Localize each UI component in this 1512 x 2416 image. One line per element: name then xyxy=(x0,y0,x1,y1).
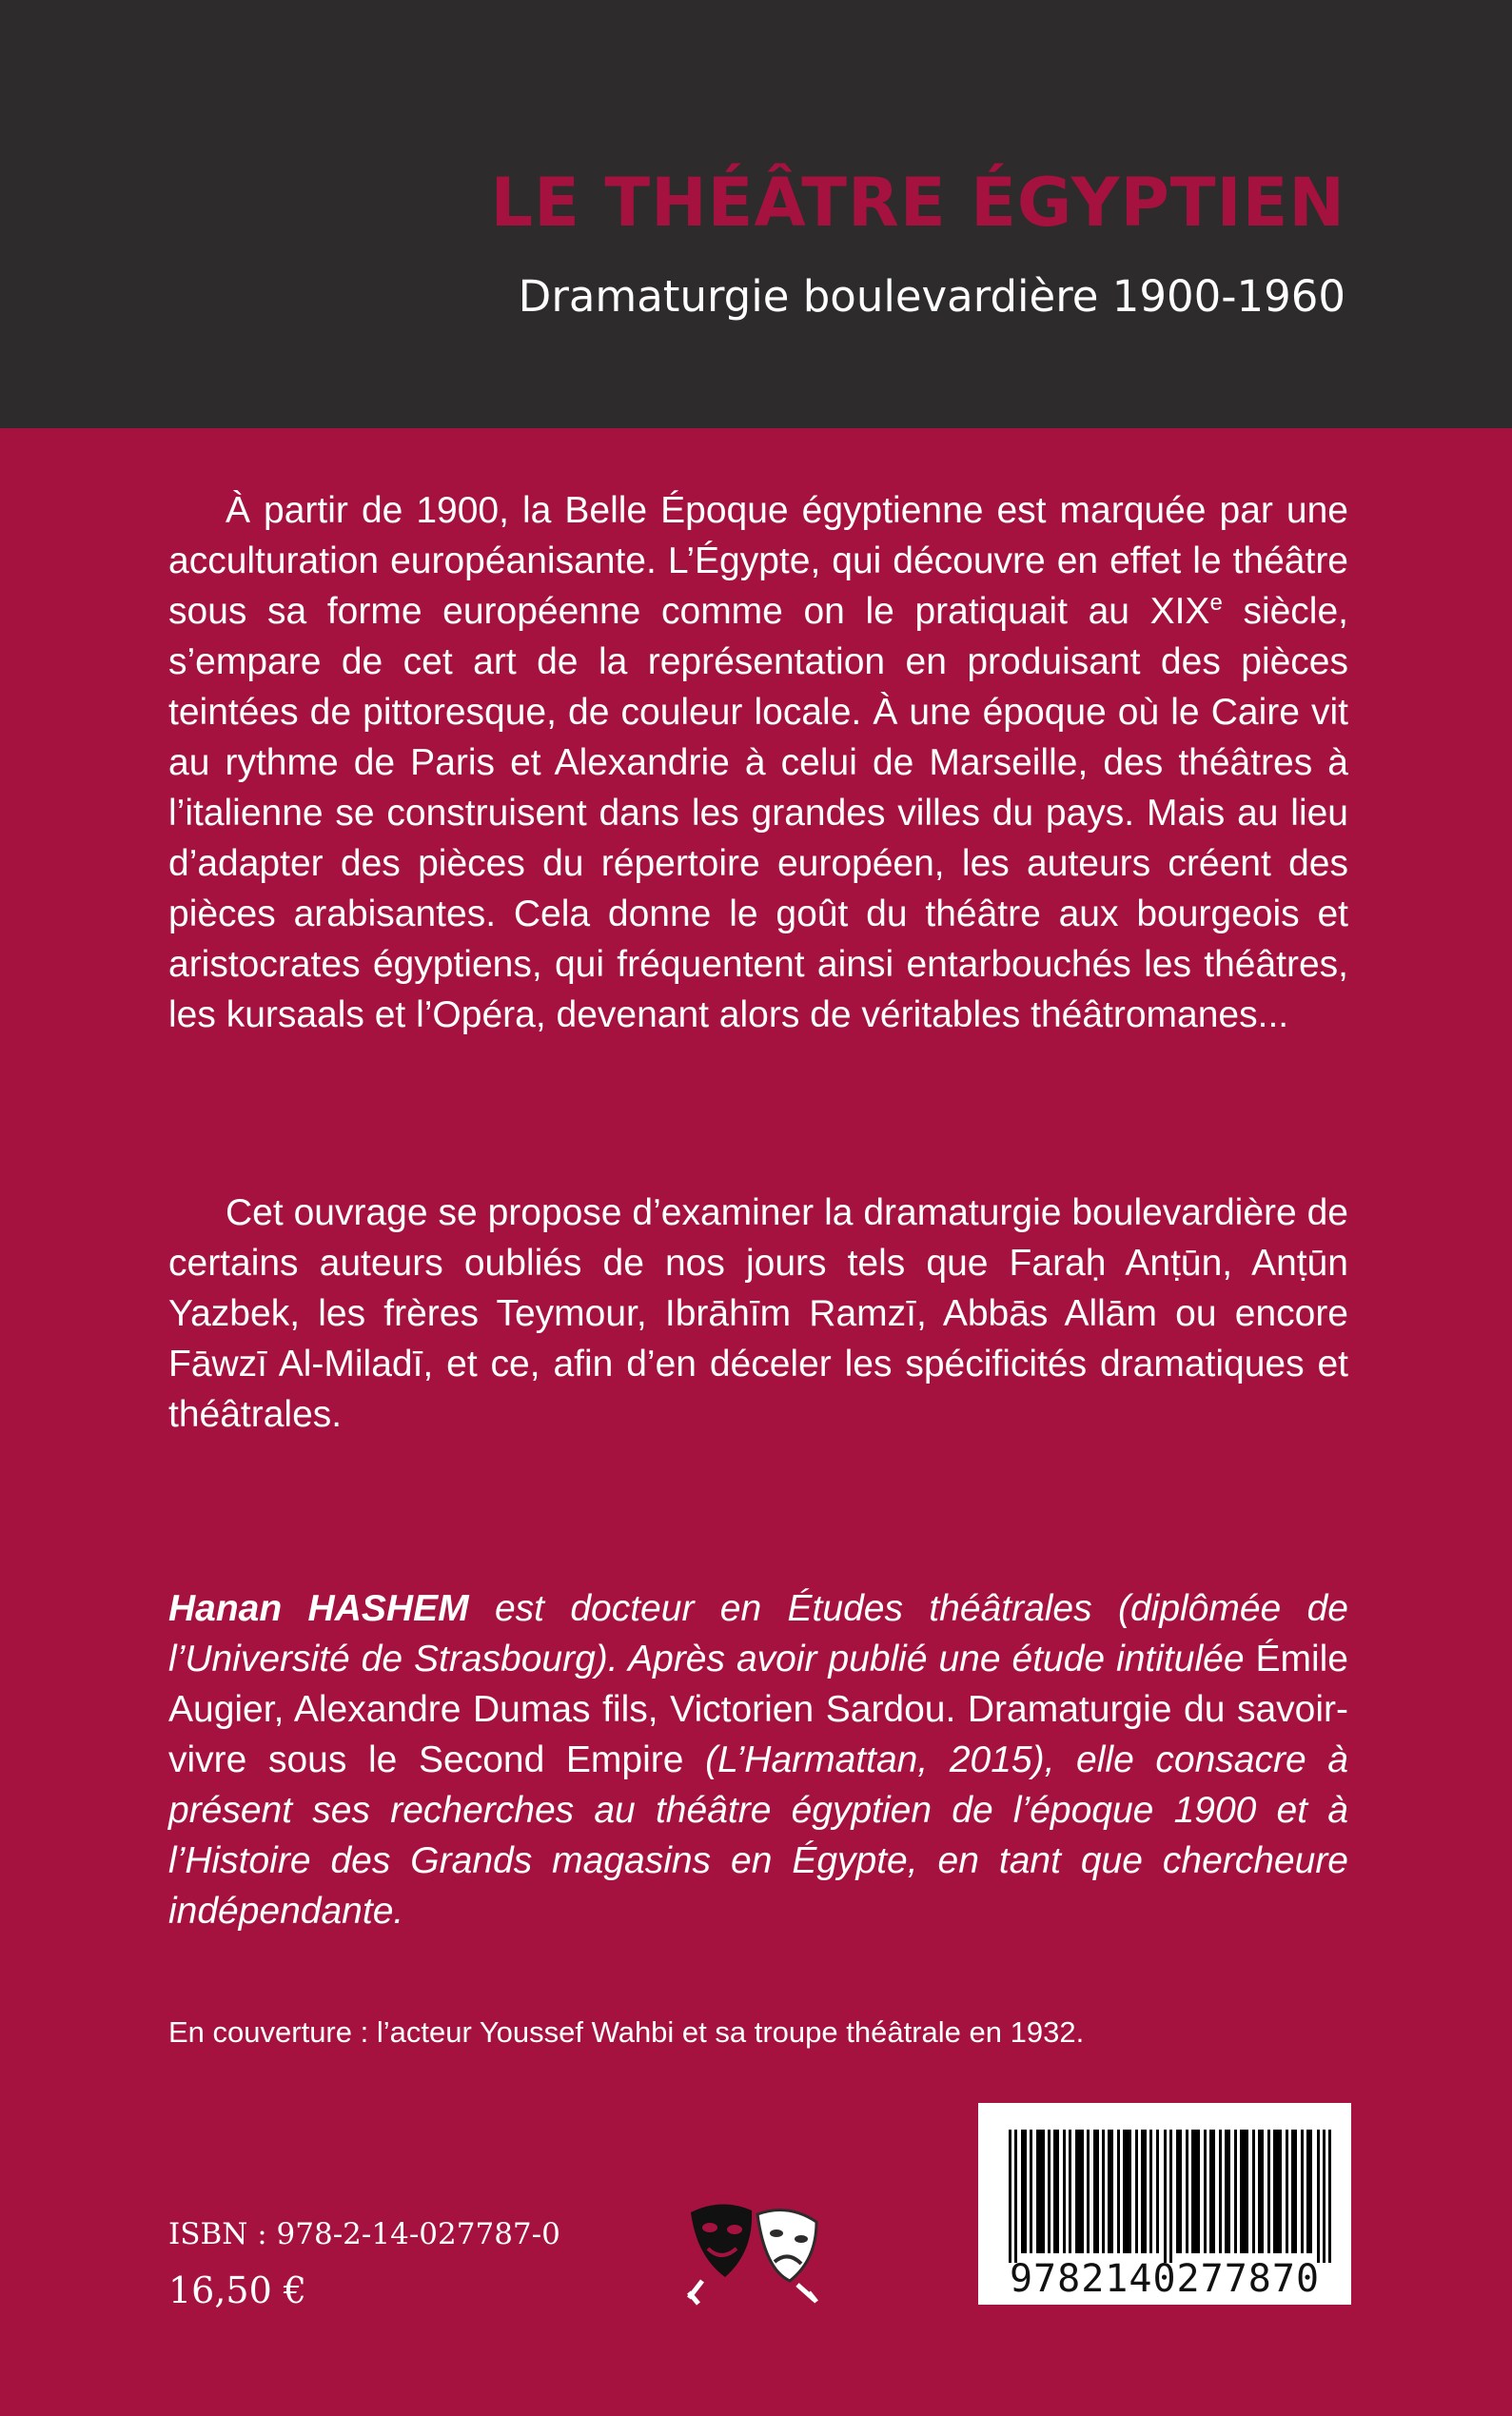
summary-p1-superscript: e xyxy=(1209,590,1223,616)
summary-p1-part-a: À partir de 1900, la Belle Époque égyptienne est marquée par une acculturation européanisante. L’Égypte, qui découvre en effet le théâtre sous sa forme européenne comme on le pratiquait au XIX xyxy=(168,490,1348,632)
book-title: LE THÉÂTRE ÉGYPTIEN xyxy=(490,164,1345,242)
price: 16,50 € xyxy=(168,2269,307,2311)
barcode-bars-icon xyxy=(1009,2130,1332,2263)
bio-text-2: (L’Harmattan, 2015), elle consacre à présent ses recherches au théâtre égyptien de l’époque 1900 et à l’Histoire des Grands magasins en Égypte, en tant que chercheure indépendante. xyxy=(168,1739,1348,1932)
book-subtitle: Dramaturgie boulevardière 1900-1960 xyxy=(518,271,1345,322)
summary-paragraph-2: Cet ouvrage se propose d’examiner la dramaturgie boulevardière de certains auteurs oubliés de nos jours tels que Faraḥ Anṭūn, Anṭūn Yazbek, les frères Teymour, Ibrāhīm Ramzī, Abbās Allām ou encore Fāwzī Al-Miladī, et ce, afin d’en déceler les spécificités dramatiques et théâtrales. xyxy=(168,1192,1348,1435)
cover-caption: En couverture : l’acteur Youssef Wahbi et sa troupe théâtrale en 1932. xyxy=(168,2015,1085,2049)
author-bio xyxy=(168,1583,1348,1936)
barcode-number: 9782140277870 xyxy=(1009,2257,1321,2301)
header-band xyxy=(0,0,1512,428)
barcode xyxy=(978,2103,1351,2305)
isbn: ISBN : 978-2-14-027787-0 xyxy=(168,2217,560,2251)
theatre-masks-logo-icon xyxy=(683,2193,824,2308)
author-name: Hanan HASHEM xyxy=(168,1588,469,1629)
bio-book-title: Émile Augier, Alexandre Dumas fils, Victorien Sardou. Dramaturgie du savoir-vivre sous le Second Empire xyxy=(168,1639,1348,1780)
summary-paragraph-1 xyxy=(168,485,1348,1040)
bio-text-1: est docteur en Études théâtrales (diplômée de l’Université de Strasbourg). Après avoir publié une étude intitulée xyxy=(168,1588,1348,1679)
summary-p1-part-b: siècle, s’empare de cet art de la représentation en produisant des pièces teintées de pittoresque, de couleur locale. À une époque où le Caire vit au rythme de Paris et Alexandrie à celui de Marseille, des théâtres à l’italienne se construisent dans les grandes villes du pays. Mais au lieu d’adapter des pièces du répertoire européen, les auteurs créent des pièces arabisantes. Cela donne le goût du théâtre aux bourgeois et aristocrates égyptiens, qui fréquentent ainsi entarbouchés les théâtres, les kursaals et l’Opéra, devenant alors de véritables théâtromanes... xyxy=(168,591,1348,1035)
